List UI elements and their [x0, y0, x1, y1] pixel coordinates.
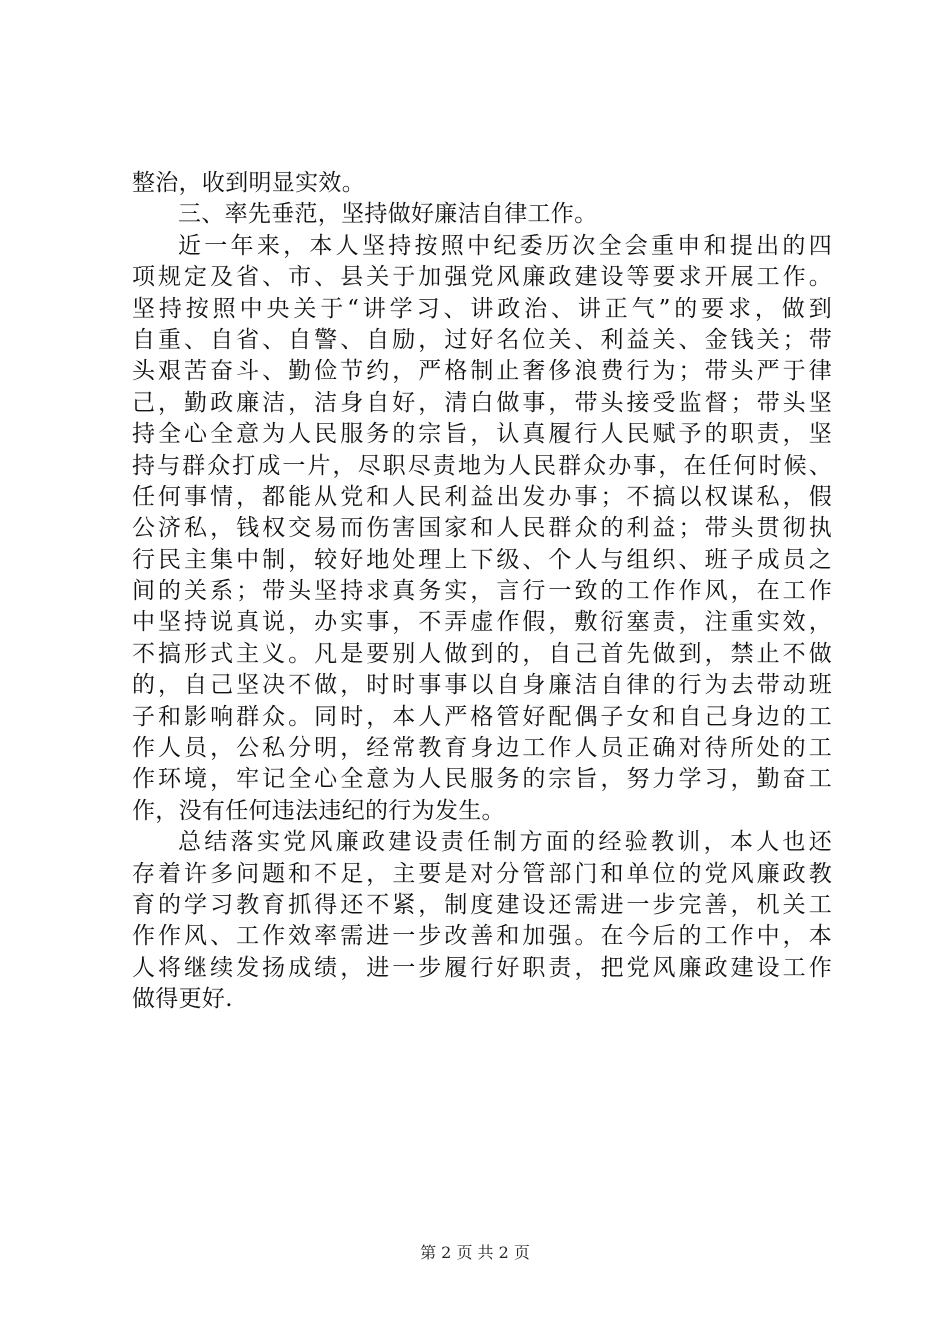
text-line: 人将继续发扬成绩，进一步履行好职责，把党风廉政建设工作	[132, 954, 832, 981]
text-line: 持与群众打成一片，尽职尽责地为人民群众办事，在任何时候、	[132, 452, 832, 479]
page-number-footer: 第 2 页 共 2 页	[420, 1243, 530, 1262]
text-line: 持全心全意为人民服务的宗旨，认真履行人民赋予的职责，坚	[132, 421, 832, 448]
text-line: 项规定及省、市、县关于加强党风廉政建设等要求开展工作。	[132, 264, 832, 291]
text-line: 作人员，公私分明，经常教育身边工作人员正确对待所处的工	[132, 735, 832, 762]
document-body	[132, 168, 832, 1016]
text-line: 的，自己坚决不做，时时事事以自身廉洁自律的行为去带动班	[132, 672, 832, 699]
text-line: 自重、自省、自警、自励，过好名位关、利益关、金钱关；带	[132, 326, 832, 353]
text-line: 间的关系；带头坚持求真务实，言行一致的工作作风，在工作	[132, 578, 832, 605]
section-heading: 三、率先垂范，坚持做好廉洁自律工作。	[178, 201, 598, 228]
text-line: 任何事情，都能从党和人民利益出发办事；不搞以权谋私，假	[132, 483, 832, 510]
text-line: 做得更好.	[132, 986, 233, 1013]
text-line: 整治，收到明显实效。	[132, 170, 365, 196]
text-line: 行民主集中制，较好地处理上下级、个人与组织、班子成员之	[132, 546, 832, 573]
text-line: 存着许多问题和不足，主要是对分管部门和单位的党风廉政教	[132, 860, 832, 887]
text-line: 头艰苦奋斗、勤俭节约，严格制止奢侈浪费行为；带头严于律	[132, 358, 832, 385]
text-line: 近一年来，本人坚持按照中纪委历次全会重申和提出的四	[178, 232, 832, 259]
text-line: 作作风、工作效率需进一步改善和加强。在今后的工作中，本	[132, 923, 832, 950]
text-line: 己，勤政廉洁，洁身自好，清白做事，带头接受监督；带头坚	[132, 389, 832, 416]
text-line: 中坚持说真说，办实事，不弄虚作假，敷衍塞责，注重实效，	[132, 609, 832, 636]
text-line: 总结落实党风廉政建设责任制方面的经验教训，本人也还	[178, 829, 832, 856]
text-line: 子和影响群众。同时，本人严格管好配偶子女和自己身边的工	[132, 703, 832, 730]
text-line: 作环境，牢记全心全意为人民服务的宗旨，努力学习，勤奋工	[132, 766, 832, 793]
text-line: 坚持按照中央关于“讲学习、讲政治、讲正气”的要求，做到	[132, 295, 832, 322]
text-line: 不搞形式主义。凡是要别人做到的，自己首先做到，禁止不做	[132, 640, 832, 667]
text-line: 育的学习教育抓得还不紧，制度建设还需进一步完善，机关工	[132, 891, 832, 918]
text-line: 公济私，钱权交易而伤害国家和人民群众的利益；带头贯彻执	[132, 515, 832, 542]
text-line: 作，没有任何违法违纪的行为发生。	[132, 797, 505, 824]
